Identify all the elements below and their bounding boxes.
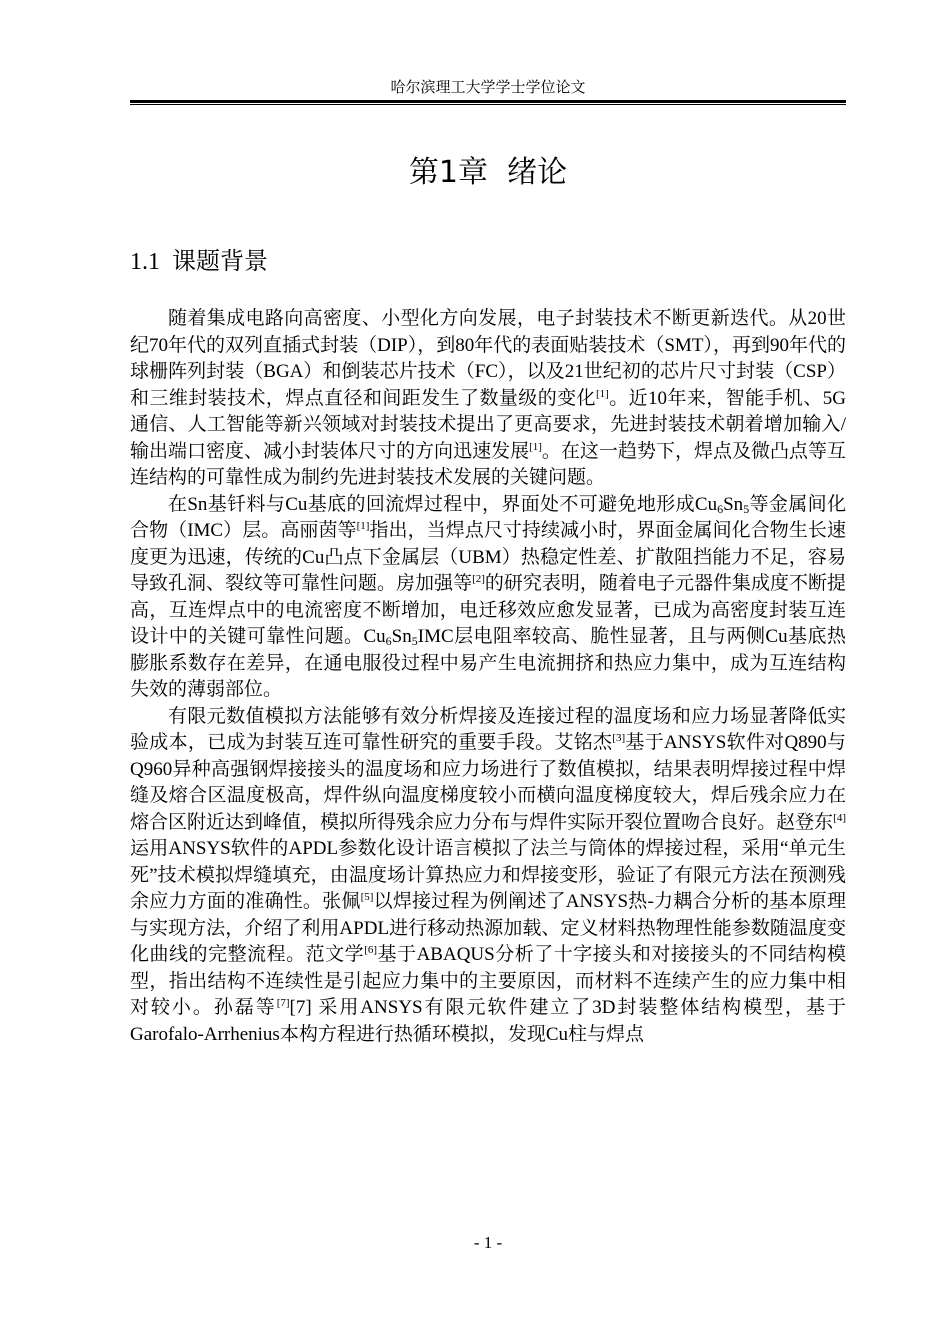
- subscript: 5: [743, 501, 750, 516]
- section-number: 1.1: [130, 249, 160, 275]
- citation: [1]: [356, 520, 370, 532]
- text-run: [7] 采用ANSYS有限元软件建立了3D封装整体结构模型，基于Garofalo-Arrhenius本构方程进行热循环模拟，发现Cu柱与焊点: [130, 997, 846, 1045]
- running-header: 哈尔滨理工大学学士学位论文: [390, 78, 586, 96]
- text-run: 随着集成电路向高密度、小型化方向发展，电子封装技术不断更新迭代。从20世纪70年代的双列直插式封装（DIP），到80年代的表面贴装技术（SMT），再到90年代的球栅阵列封装（BGA）和倒装芯片技术（FC），以及21世纪初的芯片尺寸封装（CSP）和三维封装技术，焊点直径和间距发生了数量级的变化: [130, 308, 846, 409]
- citation: [3]: [612, 732, 626, 744]
- body-text: [130, 306, 846, 1048]
- citation: [1]: [595, 387, 609, 400]
- citation: [5]: [360, 891, 374, 903]
- text-run: IMC层电阻率较高、脆性显著，且与两侧Cu基底热膨胀系数存在差异，在通电服役过程中易产生电流拥挤和热应力集中，成为互连结构失效的薄弱部位。: [130, 626, 846, 700]
- text-run: 。在这一趋势下，焊点及微凸点等互连结构的可靠性成为制约先进封装技术发展的关键问题。: [130, 440, 846, 488]
- citation: [1]: [529, 440, 542, 453]
- text-run: Sn: [723, 493, 744, 515]
- text-run: 基于ABAQUS分析了十字接头和对接接头的不同结构模型，指出结构不连续性是引起应力集中的主要原因，而材料不连续产生的应力集中相对较小。孙磊等: [130, 944, 846, 1018]
- citation: [7]: [276, 997, 290, 1009]
- chapter-title: 第1章 绪论: [408, 155, 568, 190]
- text-run: 的研究表明，随着电子元器件集成度不断提高，互连焊点中的电流密度不断增加，电迁移效应愈发显著，已成为高密度封装互连设计中的关键可靠性问题。Cu: [130, 573, 846, 647]
- subscript: 6: [717, 501, 724, 516]
- paragraph-2: [130, 492, 846, 704]
- text-run: Sn: [391, 626, 412, 647]
- text-run: 。近10年来，智能手机、5G通信、人工智能等新兴领域对封装技术提出了更高要求，先进封装技术朝着增加输入/输出端口密度、减小封装体尺寸的方向迅速发展: [130, 387, 846, 462]
- text-run: 指出，当焊点尺寸持续减小时，界面金属间化合物生长速度更为迅速，传统的Cu凸点下金属层（UBM）热稳定性差、扩散阻挡能力不足，容易导致孔洞、裂纹等可靠性问题。房加强等: [130, 520, 846, 594]
- paragraph-1: [130, 306, 846, 492]
- text-run: 基于ANSYS软件对Q890与Q960异种高强钢焊接接头的温度场和应力场进行了数值模拟，结果表明焊接过程中焊缝及熔合区温度极高，焊件纵向温度梯度较小而横向温度梯度较大，焊后残余应力在熔合区附近达到峰值，模拟所得残余应力分布与焊件实际开裂位置吻合良好。赵登东: [130, 732, 846, 833]
- paragraph-3: [130, 704, 846, 1049]
- header-rule-thin: [130, 104, 846, 105]
- citation: [2]: [472, 573, 485, 585]
- subscript: 6: [385, 634, 392, 648]
- text-run: 以焊接过程为例阐述了ANSYS热-力耦合分析的基本原理与实现方法，介绍了利用APDL进行移动热源加载、定义材料热物理性能参数随温度变化曲线的完整流程。范文学: [130, 891, 846, 965]
- section-title: 课题背景: [172, 247, 268, 275]
- section-heading: [130, 244, 846, 279]
- page-number: - 1 -: [473, 1233, 503, 1252]
- text-run: 在Sn基钎料与Cu基底的回流焊过程中，界面处不可避免地形成Cu: [168, 493, 718, 515]
- header-rule-thick: [130, 100, 846, 103]
- text-run: 等金属间化合物（IMC）层。高丽茵等: [130, 493, 846, 541]
- text-run: 有限元数值模拟方法能够有效分析焊接及连接过程的温度场和应力场显著降低实验成本，已成为封装互连可靠性研究的重要手段。艾铭杰: [130, 705, 846, 753]
- text-run: 运用ANSYS软件的APDL参数化设计语言模拟了法兰与筒体的焊接过程，采用“单元生死”技术模拟焊缝填充，由温度场计算热应力和焊接变形，验证了有限元方法在预测残余应力方面的准确性。张佩: [130, 838, 846, 912]
- citation: [6]: [364, 944, 378, 956]
- subscript: 5: [411, 634, 418, 648]
- citation: [4]: [833, 811, 846, 824]
